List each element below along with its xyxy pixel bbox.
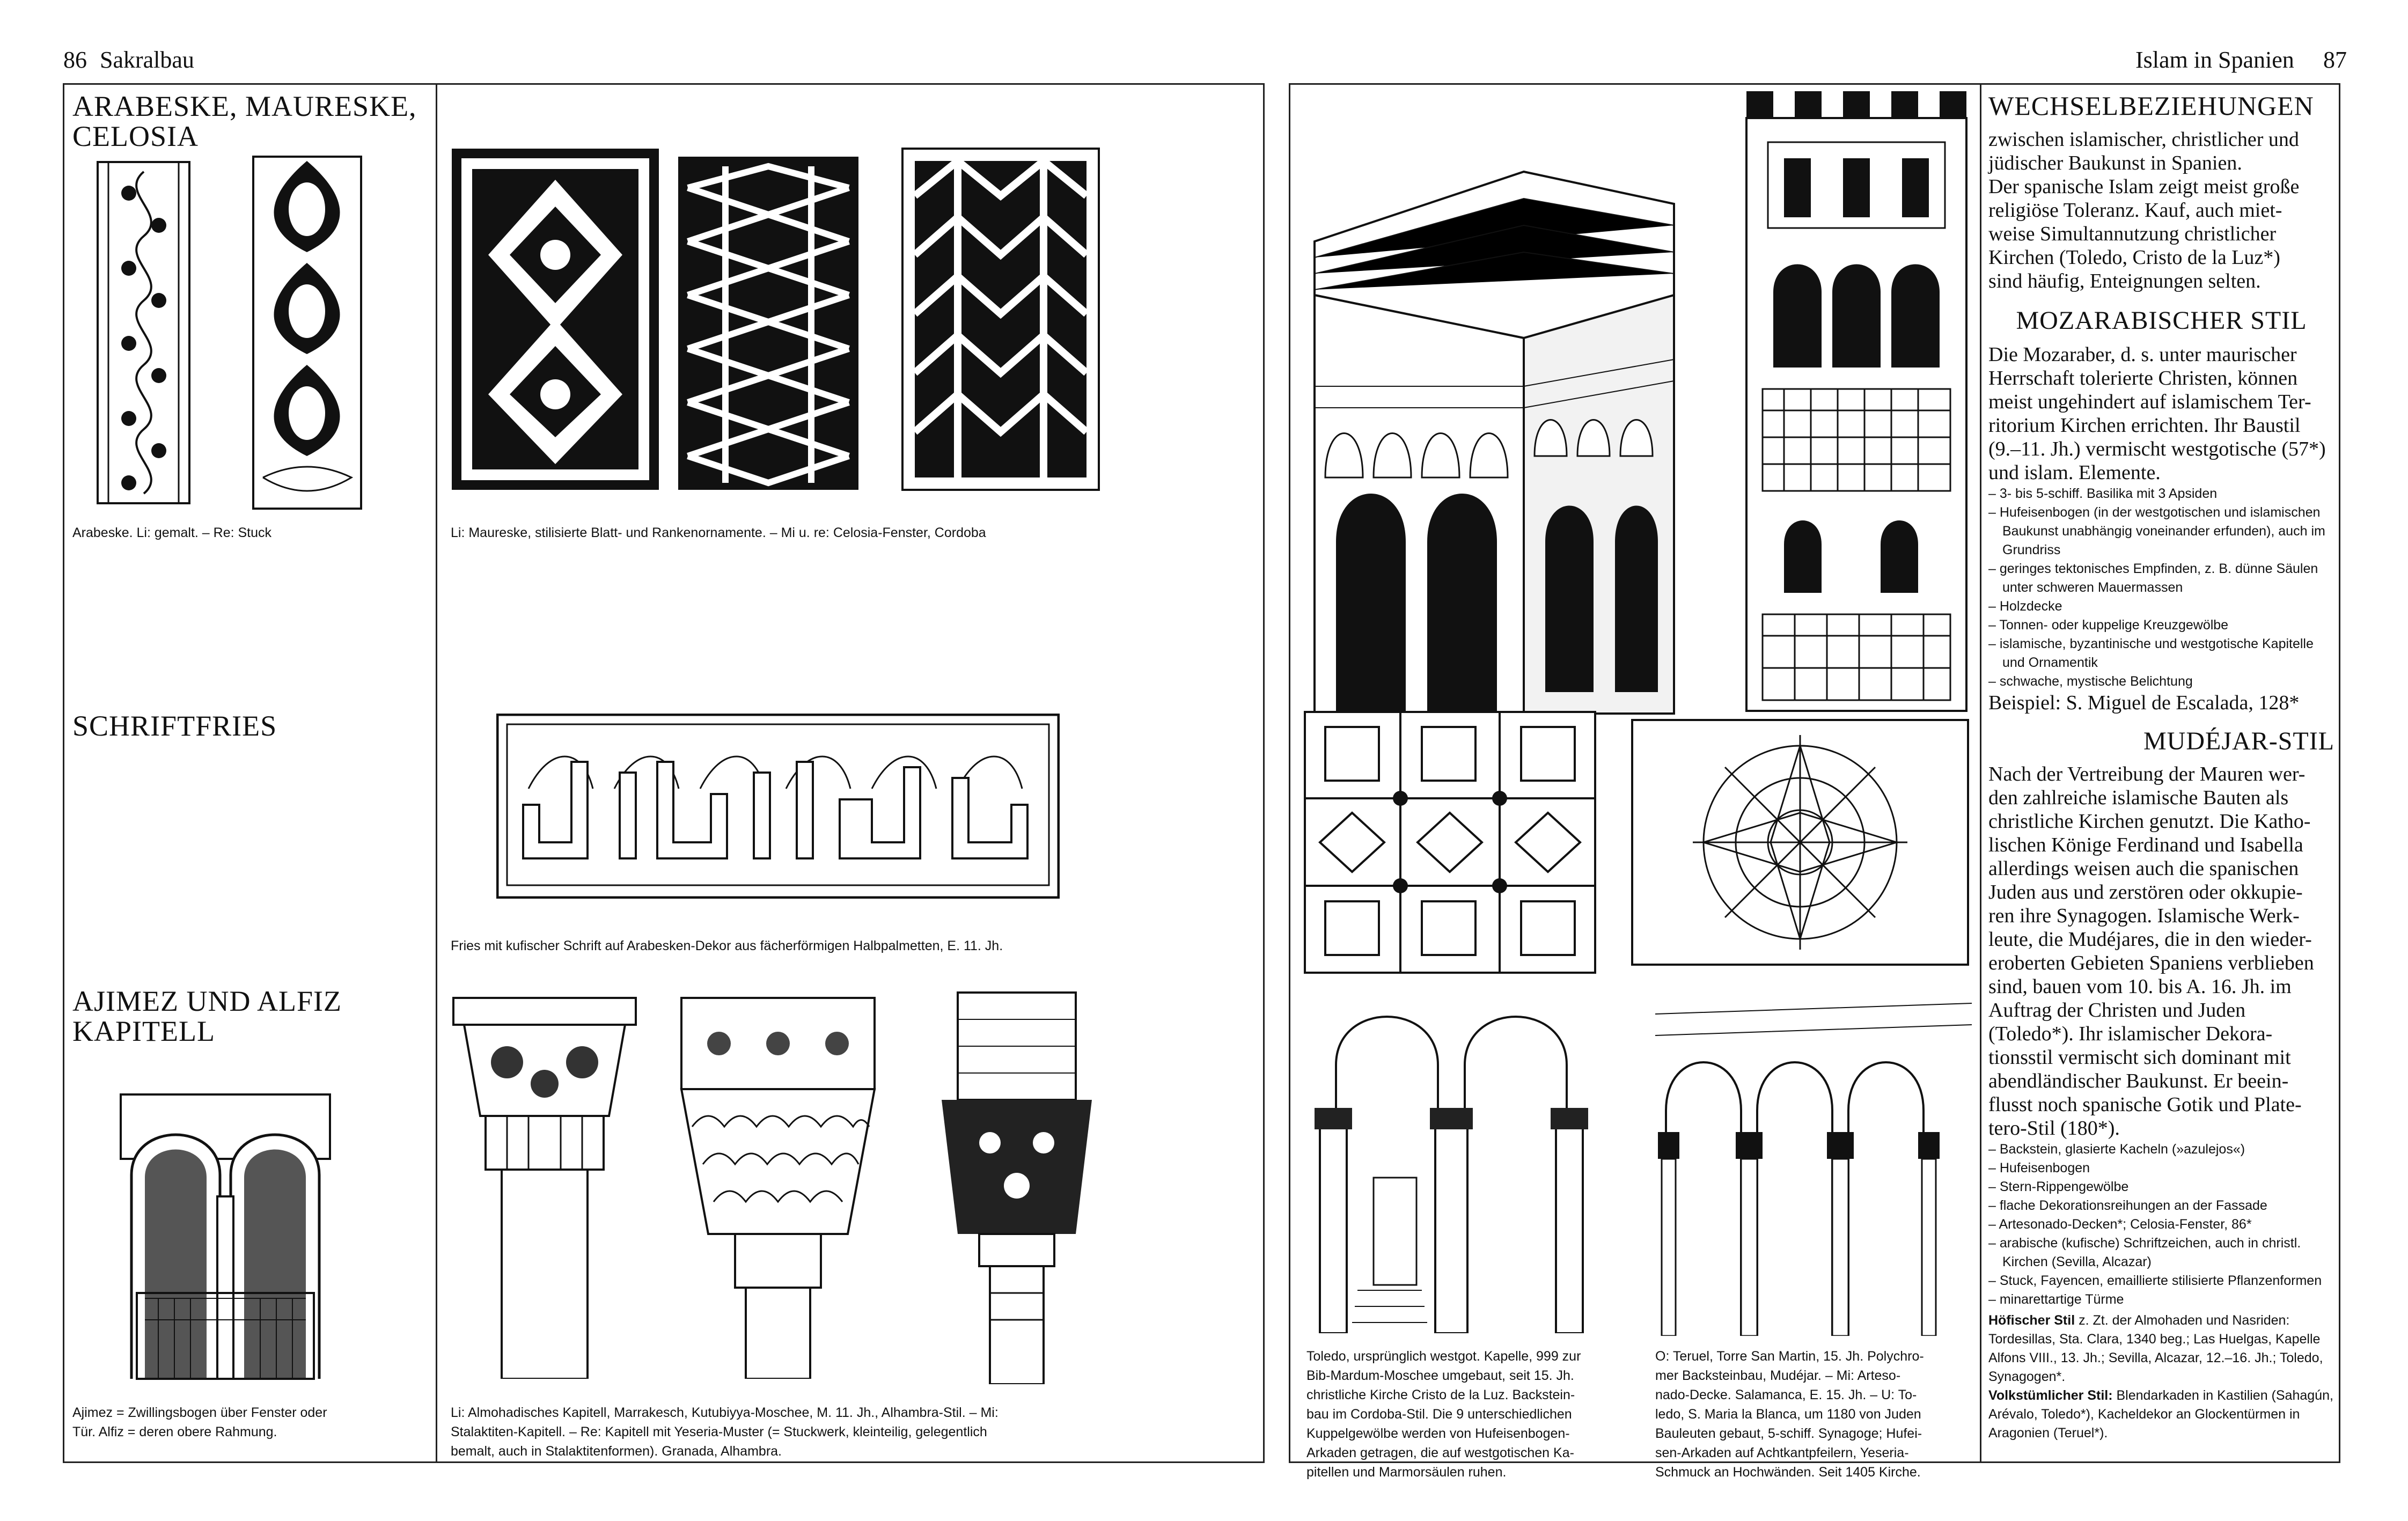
section-title-arabeske: ARABESKE, MAURESKE, CELOSIA [72, 90, 417, 152]
title-mozarabischer-stil: MOZARABISCHER STIL [2016, 306, 2307, 335]
list-item: – arabische (kufische) Schriftzeichen, auch in christl. Kirchen (Sevilla, Alcazar) [1988, 1234, 2334, 1272]
arabeske-painted-illustration [97, 161, 190, 504]
arabeske-stucco-illustration [252, 156, 362, 510]
mudejar-list [1988, 1140, 2334, 1309]
caption-maureske: Li: Maureske, stilisierte Blatt- und Rankenornamente. – Mi u. re: Celosia-Fenster, Cordoba [451, 525, 986, 540]
cristo-de-la-luz-interior-illustration [1304, 990, 1596, 1333]
right-text-column [1988, 90, 2334, 1443]
left-page-number: 86 [63, 47, 87, 73]
stalactite-capital-illustration [676, 993, 880, 1379]
ajimez-illustration [115, 1089, 335, 1384]
mozarabisch-example: Beispiel: S. Miguel de Escalada, 128* [1988, 692, 2300, 714]
maureske-illustration [451, 148, 660, 491]
list-item: – Backstein, glasierte Kacheln (»azulejos«) [1988, 1140, 2334, 1159]
left-running-head: Sakralbau [100, 47, 194, 73]
list-item: – geringes tektonisches Empfinden, z. B. dünne Säulen unter schweren Mauermassen [1988, 560, 2334, 597]
caption-ajimez: Ajimez = Zwillingsbogen über Fenster oder Tür. Alfiz = deren obere Rahmung. [72, 1405, 327, 1439]
star-vault-illustration [1631, 719, 1969, 966]
hoefischer-stil-paragraph: Höfischer Stil z. Zt. der Almohaden und Nasriden: Tordesillas, Sta. Clara, 1340 beg.; Las Huelgas, Kapelle Alfons VIII., 13. Jh.; Sevilla, Alcazar, 12.–16. Jh.; Toledo, Synagogen*. [1988, 1313, 2323, 1384]
artesonado-ceiling-illustration [1304, 711, 1596, 974]
section-title-ajimez: AJIMEZ UND ALFIZ KAPITELL [72, 985, 342, 1047]
list-item: – Hufeisenbogen [1988, 1159, 2334, 1178]
caption-arabeske: Arabeske. Li: gemalt. – Re: Stuck [72, 525, 272, 540]
caption-fries: Fries mit kufischer Schrift auf Arabesken-Dekor aus fächerförmigen Halbpalmetten, E. 11. Jh. [451, 938, 1003, 953]
yeseria-capital-illustration [936, 987, 1097, 1384]
santa-maria-la-blanca-illustration [1655, 993, 1972, 1336]
list-item: – Holzdecke [1988, 597, 2334, 616]
title-mudejar-stil: MUDÉJAR-STIL [2143, 727, 2334, 755]
mozarabisch-text: Die Mozaraber, d. s. unter maurischer Herrschaft tolerierte Christen, können meist ungehindert auf islamischem Ter- ritorium Kirchen errichten. Ihr Baustil (9.–11. Jh.) vermischt westgotische (57*) und islam. Elemente. [1988, 343, 2326, 484]
mozarabisch-list [1988, 484, 2334, 691]
right-page-number: 87 [2323, 47, 2347, 73]
kufic-frieze-illustration [496, 714, 1060, 899]
list-item: – Artesonado-Decken*; Celosia-Fenster, 86* [1988, 1215, 2334, 1234]
list-item: – schwache, mystische Belichtung [1988, 672, 2334, 691]
list-item: – Stuck, Fayencen, emaillierte stilisierte Pflanzenformen [1988, 1272, 2334, 1290]
list-item: – islamische, byzantinische und westgotische Kapitelle und Ornamentik [1988, 635, 2334, 672]
volkstuemlicher-stil-paragraph: Volkstümlicher Stil: Blendarkaden in Kastilien (Sahagún, Arévalo, Toledo*), Kacheldekor an Glockentürmen in Aragonien (Teruel*). [1988, 1388, 2333, 1441]
caption-toledo: Toledo, ursprünglich westgot. Kapelle, 999 zur Bib-Mardum-Moschee umgebaut, seit 15. Jh. christliche Kirche Cristo de la Luz. Backstein- bau im Cordoba-Stil. Die 9 unterschiedlichen Kuppelgewölbe werden von Hufeisenbogen- Arkaden getragen, die auf westgotischen Ka- pitellen und Marmorsäulen ruhen. [1306, 1349, 1581, 1480]
left-column-divider [436, 83, 437, 1463]
caption-kapitell: Li: Almohadisches Kapitell, Marrakesch, Kutubiyya-Moschee, M. 11. Jh., Alhambra-Stil. – Mi: Stalaktiten-Kapitell. – Re: Kapitell mit Yeseria-Muster (= Stuckwerk, kleinteilig, gelegentlich bemalt, auch in Stalaktitenformen). Granada, Alhambra. [451, 1405, 999, 1459]
list-item: – Tonnen- oder kuppelige Kreuzgewölbe [1988, 616, 2334, 635]
list-item: – flache Dekorationsreihungen an der Fassade [1988, 1196, 2334, 1215]
right-column-divider [1980, 83, 1981, 1463]
mudejar-text: Nach der Vertreibung der Mauren wer- den zahlreiche islamische Bauten als christliche Kirchen genutzt. Die Katho- lischen Könige Ferdinand und Isabella allerdings weisen auch die spanischen Juden aus und zerstören oder okkupie- ren ihre Synagogen. Islamische Werk- leute, die Mudéjares, die in den wieder- eroberten Gebieten Spaniens verblieben sind, bauen vom 10. bis A. 16. Jh. im Auftrag der Christen und Juden (Toledo*). Ihr islamischer Dekora- tionsstil vermischt sich dominant mit abendländischer Baukunst. Er beein- flusst noch spanische Gotik und Plate- tero-Stil (180*). [1988, 763, 2314, 1140]
teruel-church-illustration [1298, 156, 1690, 719]
title-wechselbeziehungen: WECHSELBEZIEHUNGEN [1988, 91, 2314, 121]
celosia-window-right-illustration [901, 148, 1100, 491]
right-running-head: Islam in Spanien [2135, 47, 2294, 73]
almohad-capital-illustration [448, 993, 641, 1379]
teruel-tower-illustration [1741, 89, 1972, 714]
section-title-schriftfries: SCHRIFTFRIES [72, 710, 277, 742]
list-item: – Stern-Rippengewölbe [1988, 1178, 2334, 1196]
list-item: – minarettartige Türme [1988, 1290, 2334, 1309]
wechsel-text: zwischen islamischer, christlicher und jüdischer Baukunst in Spanien. Der spanische Islam zeigt meist große religiöse Toleranz. Kauf, auch miet- weise Simultannutzung christlicher Kirchen (Toledo, Cristo de la Luz*) sind häufig, Enteignungen selten. [1988, 128, 2300, 292]
celosia-window-middle-illustration [677, 156, 860, 491]
list-item: – 3- bis 5-schiff. Basilika mit 3 Apsiden [1988, 484, 2334, 503]
list-item: – Hufeisenbogen (in der westgotischen und islamischen Baukunst unabhängig voneinander erfunden), auch im Grundriss [1988, 503, 2334, 560]
caption-teruel: O: Teruel, Torre San Martin, 15. Jh. Polychro- mer Backsteinbau, Mudéjar. – Mi: Arteso- nado-Decke. Salamanca, E. 15. Jh. – U: To- ledo, S. Maria la Blanca, um 1180 von Juden Bauleuten gebaut, 5-schiff. Synagoge; Hufei- sen-Arkaden auf Achtkantpfeilern, Yeseria- Schmuck an Hochwänden. Seit 1405 Kirche. [1655, 1349, 1924, 1480]
